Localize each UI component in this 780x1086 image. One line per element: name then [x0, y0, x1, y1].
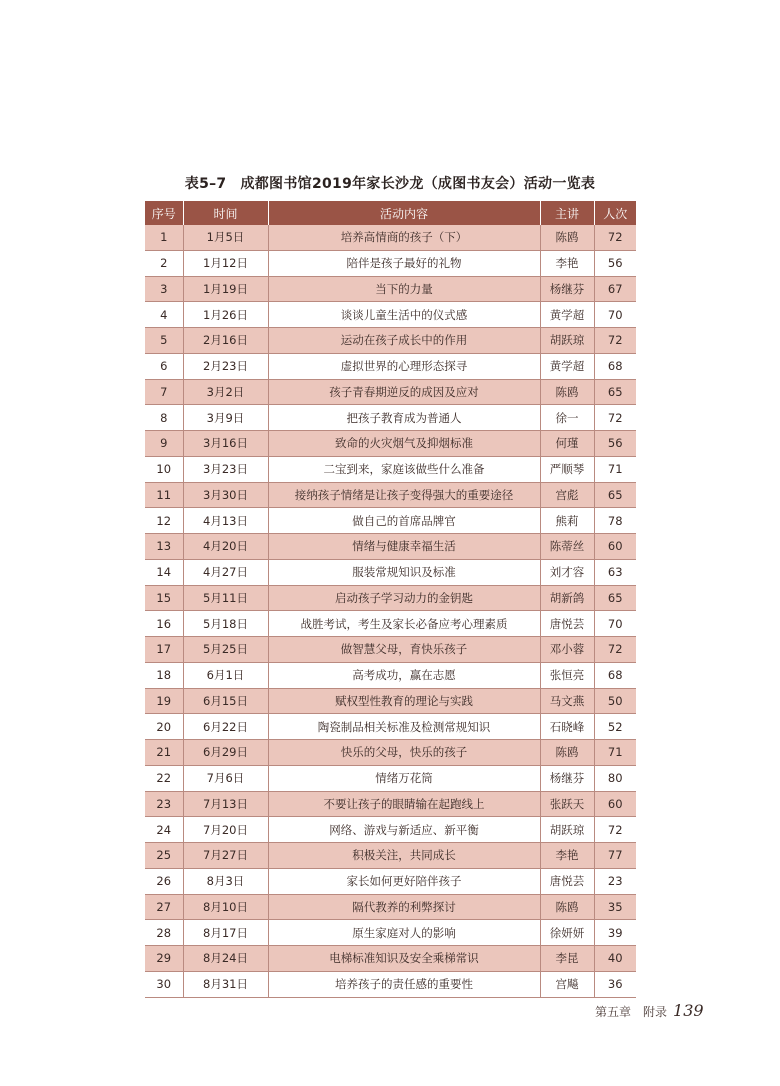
cell-index: 14 — [145, 559, 183, 585]
cell-speaker: 严顺琴 — [540, 456, 594, 482]
table-row — [145, 482, 636, 508]
table-row — [145, 611, 636, 637]
cell-speaker: 杨继芬 — [540, 276, 594, 302]
cell-attendance: 68 — [594, 353, 636, 379]
cell-topic: 战胜考试，考生及家长必备应考心理素质 — [268, 611, 540, 637]
cell-topic: 启动孩子学习动力的金钥匙 — [268, 585, 540, 611]
cell-topic: 服装常规知识及标准 — [268, 559, 540, 585]
cell-date: 8月10日 — [183, 894, 268, 920]
cell-date: 3月9日 — [183, 405, 268, 431]
activity-table — [145, 201, 636, 998]
table-row — [145, 791, 636, 817]
cell-speaker: 胡新鸽 — [540, 585, 594, 611]
cell-attendance: 72 — [594, 637, 636, 663]
cell-date: 4月13日 — [183, 508, 268, 534]
cell-speaker: 何瑾 — [540, 431, 594, 457]
cell-date: 7月6日 — [183, 765, 268, 791]
cell-topic: 积极关注，共同成长 — [268, 843, 540, 869]
cell-index: 12 — [145, 508, 183, 534]
cell-attendance: 68 — [594, 662, 636, 688]
cell-speaker: 宫彪 — [540, 482, 594, 508]
table-row — [145, 765, 636, 791]
cell-attendance: 65 — [594, 482, 636, 508]
table-row — [145, 585, 636, 611]
cell-attendance: 72 — [594, 328, 636, 354]
cell-speaker: 陈鸥 — [540, 225, 594, 250]
cell-speaker: 张跃天 — [540, 791, 594, 817]
cell-speaker: 徐一 — [540, 405, 594, 431]
cell-attendance: 70 — [594, 302, 636, 328]
cell-index: 26 — [145, 868, 183, 894]
cell-topic: 陶瓷制品相关标准及检测常规知识 — [268, 714, 540, 740]
cell-date: 2月23日 — [183, 353, 268, 379]
table-row — [145, 559, 636, 585]
table-row — [145, 379, 636, 405]
table-row — [145, 817, 636, 843]
cell-index: 4 — [145, 302, 183, 328]
table-row — [145, 328, 636, 354]
table-row — [145, 868, 636, 894]
table-row — [145, 971, 636, 997]
table-row — [145, 662, 636, 688]
cell-date: 6月29日 — [183, 740, 268, 766]
table-row — [145, 225, 636, 250]
cell-topic: 高考成功，赢在志愿 — [268, 662, 540, 688]
cell-speaker: 唐悦芸 — [540, 611, 594, 637]
cell-topic: 接纳孩子情绪是让孩子变得强大的重要途径 — [268, 482, 540, 508]
cell-attendance: 60 — [594, 534, 636, 560]
cell-date: 6月1日 — [183, 662, 268, 688]
cell-topic: 运动在孩子成长中的作用 — [268, 328, 540, 354]
cell-date: 5月18日 — [183, 611, 268, 637]
cell-speaker: 邓小蓉 — [540, 637, 594, 663]
cell-index: 19 — [145, 688, 183, 714]
cell-index: 6 — [145, 353, 183, 379]
cell-speaker: 马文燕 — [540, 688, 594, 714]
cell-index: 5 — [145, 328, 183, 354]
column-header-date: 时间 — [183, 201, 268, 225]
cell-index: 17 — [145, 637, 183, 663]
table-row — [145, 250, 636, 276]
cell-date: 1月5日 — [183, 225, 268, 250]
cell-index: 28 — [145, 920, 183, 946]
cell-date: 2月16日 — [183, 328, 268, 354]
cell-index: 3 — [145, 276, 183, 302]
cell-attendance: 63 — [594, 559, 636, 585]
cell-attendance: 71 — [594, 740, 636, 766]
cell-attendance: 65 — [594, 585, 636, 611]
cell-index: 22 — [145, 765, 183, 791]
cell-topic: 当下的力量 — [268, 276, 540, 302]
cell-speaker: 陈鸥 — [540, 894, 594, 920]
table-row — [145, 920, 636, 946]
cell-topic: 家长如何更好陪伴孩子 — [268, 868, 540, 894]
page-footer — [595, 1001, 704, 1020]
cell-date: 5月25日 — [183, 637, 268, 663]
cell-topic: 情绪与健康幸福生活 — [268, 534, 540, 560]
cell-index: 13 — [145, 534, 183, 560]
cell-attendance: 72 — [594, 817, 636, 843]
cell-date: 7月20日 — [183, 817, 268, 843]
cell-index: 10 — [145, 456, 183, 482]
cell-index: 2 — [145, 250, 183, 276]
cell-date: 1月26日 — [183, 302, 268, 328]
cell-speaker: 刘才容 — [540, 559, 594, 585]
cell-speaker: 李昆 — [540, 946, 594, 972]
column-header-attendance: 人次 — [594, 201, 636, 225]
cell-index: 25 — [145, 843, 183, 869]
column-header-speaker: 主讲 — [540, 201, 594, 225]
cell-date: 6月15日 — [183, 688, 268, 714]
cell-attendance: 77 — [594, 843, 636, 869]
cell-attendance: 60 — [594, 791, 636, 817]
cell-topic: 培养高情商的孩子（下） — [268, 225, 540, 250]
cell-date: 8月31日 — [183, 971, 268, 997]
table-row — [145, 894, 636, 920]
cell-attendance: 50 — [594, 688, 636, 714]
cell-index: 15 — [145, 585, 183, 611]
cell-speaker: 徐妍妍 — [540, 920, 594, 946]
cell-index: 24 — [145, 817, 183, 843]
cell-date: 4月20日 — [183, 534, 268, 560]
cell-index: 20 — [145, 714, 183, 740]
table-row — [145, 714, 636, 740]
cell-topic: 不要让孩子的眼睛输在起跑线上 — [268, 791, 540, 817]
cell-topic: 陪伴是孩子最好的礼物 — [268, 250, 540, 276]
cell-topic: 赋权型性教育的理论与实践 — [268, 688, 540, 714]
cell-date: 6月22日 — [183, 714, 268, 740]
cell-speaker: 熊莉 — [540, 508, 594, 534]
cell-attendance: 70 — [594, 611, 636, 637]
cell-index: 9 — [145, 431, 183, 457]
table-body — [145, 225, 636, 997]
cell-index: 21 — [145, 740, 183, 766]
cell-speaker: 胡跃琼 — [540, 328, 594, 354]
cell-speaker: 陈鸥 — [540, 379, 594, 405]
cell-speaker: 陈鸥 — [540, 740, 594, 766]
cell-topic: 做智慧父母，育快乐孩子 — [268, 637, 540, 663]
cell-index: 8 — [145, 405, 183, 431]
cell-topic: 快乐的父母，快乐的孩子 — [268, 740, 540, 766]
cell-speaker: 陈蒂丝 — [540, 534, 594, 560]
table-row — [145, 637, 636, 663]
cell-index: 29 — [145, 946, 183, 972]
table-header-row — [145, 201, 636, 225]
cell-index: 23 — [145, 791, 183, 817]
cell-date: 4月27日 — [183, 559, 268, 585]
table-number: 表5–7 — [184, 176, 227, 192]
table-row — [145, 405, 636, 431]
cell-date: 3月16日 — [183, 431, 268, 457]
cell-attendance: 39 — [594, 920, 636, 946]
cell-attendance: 80 — [594, 765, 636, 791]
cell-attendance: 35 — [594, 894, 636, 920]
cell-index: 18 — [145, 662, 183, 688]
cell-topic: 二宝到来，家庭该做些什么准备 — [268, 456, 540, 482]
cell-attendance: 52 — [594, 714, 636, 740]
cell-date: 3月23日 — [183, 456, 268, 482]
cell-index: 11 — [145, 482, 183, 508]
cell-topic: 情绪万花筒 — [268, 765, 540, 791]
cell-index: 16 — [145, 611, 183, 637]
cell-speaker: 石晓峰 — [540, 714, 594, 740]
cell-date: 1月12日 — [183, 250, 268, 276]
column-header-index: 序号 — [145, 201, 183, 225]
cell-date: 3月30日 — [183, 482, 268, 508]
table-row — [145, 740, 636, 766]
cell-index: 1 — [145, 225, 183, 250]
cell-speaker: 李艳 — [540, 250, 594, 276]
table-row — [145, 431, 636, 457]
page-number: 139 — [673, 1001, 704, 1020]
cell-speaker: 张恒亮 — [540, 662, 594, 688]
cell-attendance: 36 — [594, 971, 636, 997]
cell-date: 8月17日 — [183, 920, 268, 946]
cell-topic: 电梯标准知识及安全乘梯常识 — [268, 946, 540, 972]
table-row — [145, 508, 636, 534]
column-header-topic: 活动内容 — [268, 201, 540, 225]
cell-speaker: 杨继芬 — [540, 765, 594, 791]
cell-attendance: 23 — [594, 868, 636, 894]
cell-speaker: 唐悦芸 — [540, 868, 594, 894]
cell-speaker: 黄学超 — [540, 353, 594, 379]
cell-index: 7 — [145, 379, 183, 405]
cell-date: 7月13日 — [183, 791, 268, 817]
cell-attendance: 72 — [594, 225, 636, 250]
cell-topic: 网络、游戏与新适应、新平衡 — [268, 817, 540, 843]
cell-attendance: 56 — [594, 250, 636, 276]
table-title: 成都图书馆2019年家长沙龙（成图书友会）活动一览表 — [240, 176, 596, 192]
table-row — [145, 456, 636, 482]
cell-attendance: 40 — [594, 946, 636, 972]
cell-date: 8月24日 — [183, 946, 268, 972]
table-caption — [0, 173, 780, 193]
cell-topic: 培养孩子的责任感的重要性 — [268, 971, 540, 997]
cell-speaker: 胡跃琼 — [540, 817, 594, 843]
table-row — [145, 353, 636, 379]
cell-topic: 把孩子教育成为普通人 — [268, 405, 540, 431]
cell-index: 27 — [145, 894, 183, 920]
table-row — [145, 534, 636, 560]
cell-topic: 孩子青春期逆反的成因及应对 — [268, 379, 540, 405]
table-row — [145, 276, 636, 302]
cell-index: 30 — [145, 971, 183, 997]
table-row — [145, 843, 636, 869]
cell-attendance: 78 — [594, 508, 636, 534]
cell-date: 3月2日 — [183, 379, 268, 405]
chapter-label: 第五章 附录 — [595, 1005, 668, 1019]
cell-speaker: 李艳 — [540, 843, 594, 869]
cell-topic: 虚拟世界的心理形态探寻 — [268, 353, 540, 379]
table-row — [145, 688, 636, 714]
cell-topic: 谈谈儿童生活中的仪式感 — [268, 302, 540, 328]
table-row — [145, 946, 636, 972]
cell-date: 8月3日 — [183, 868, 268, 894]
cell-topic: 做自己的首席品牌官 — [268, 508, 540, 534]
cell-speaker: 黄学超 — [540, 302, 594, 328]
cell-attendance: 67 — [594, 276, 636, 302]
cell-attendance: 72 — [594, 405, 636, 431]
cell-date: 7月27日 — [183, 843, 268, 869]
cell-topic: 隔代教养的利弊探讨 — [268, 894, 540, 920]
cell-attendance: 71 — [594, 456, 636, 482]
cell-topic: 原生家庭对人的影响 — [268, 920, 540, 946]
table-row — [145, 302, 636, 328]
cell-speaker: 宫飚 — [540, 971, 594, 997]
cell-attendance: 56 — [594, 431, 636, 457]
cell-date: 5月11日 — [183, 585, 268, 611]
cell-topic: 致命的火灾烟气及抑烟标准 — [268, 431, 540, 457]
cell-date: 1月19日 — [183, 276, 268, 302]
cell-attendance: 65 — [594, 379, 636, 405]
